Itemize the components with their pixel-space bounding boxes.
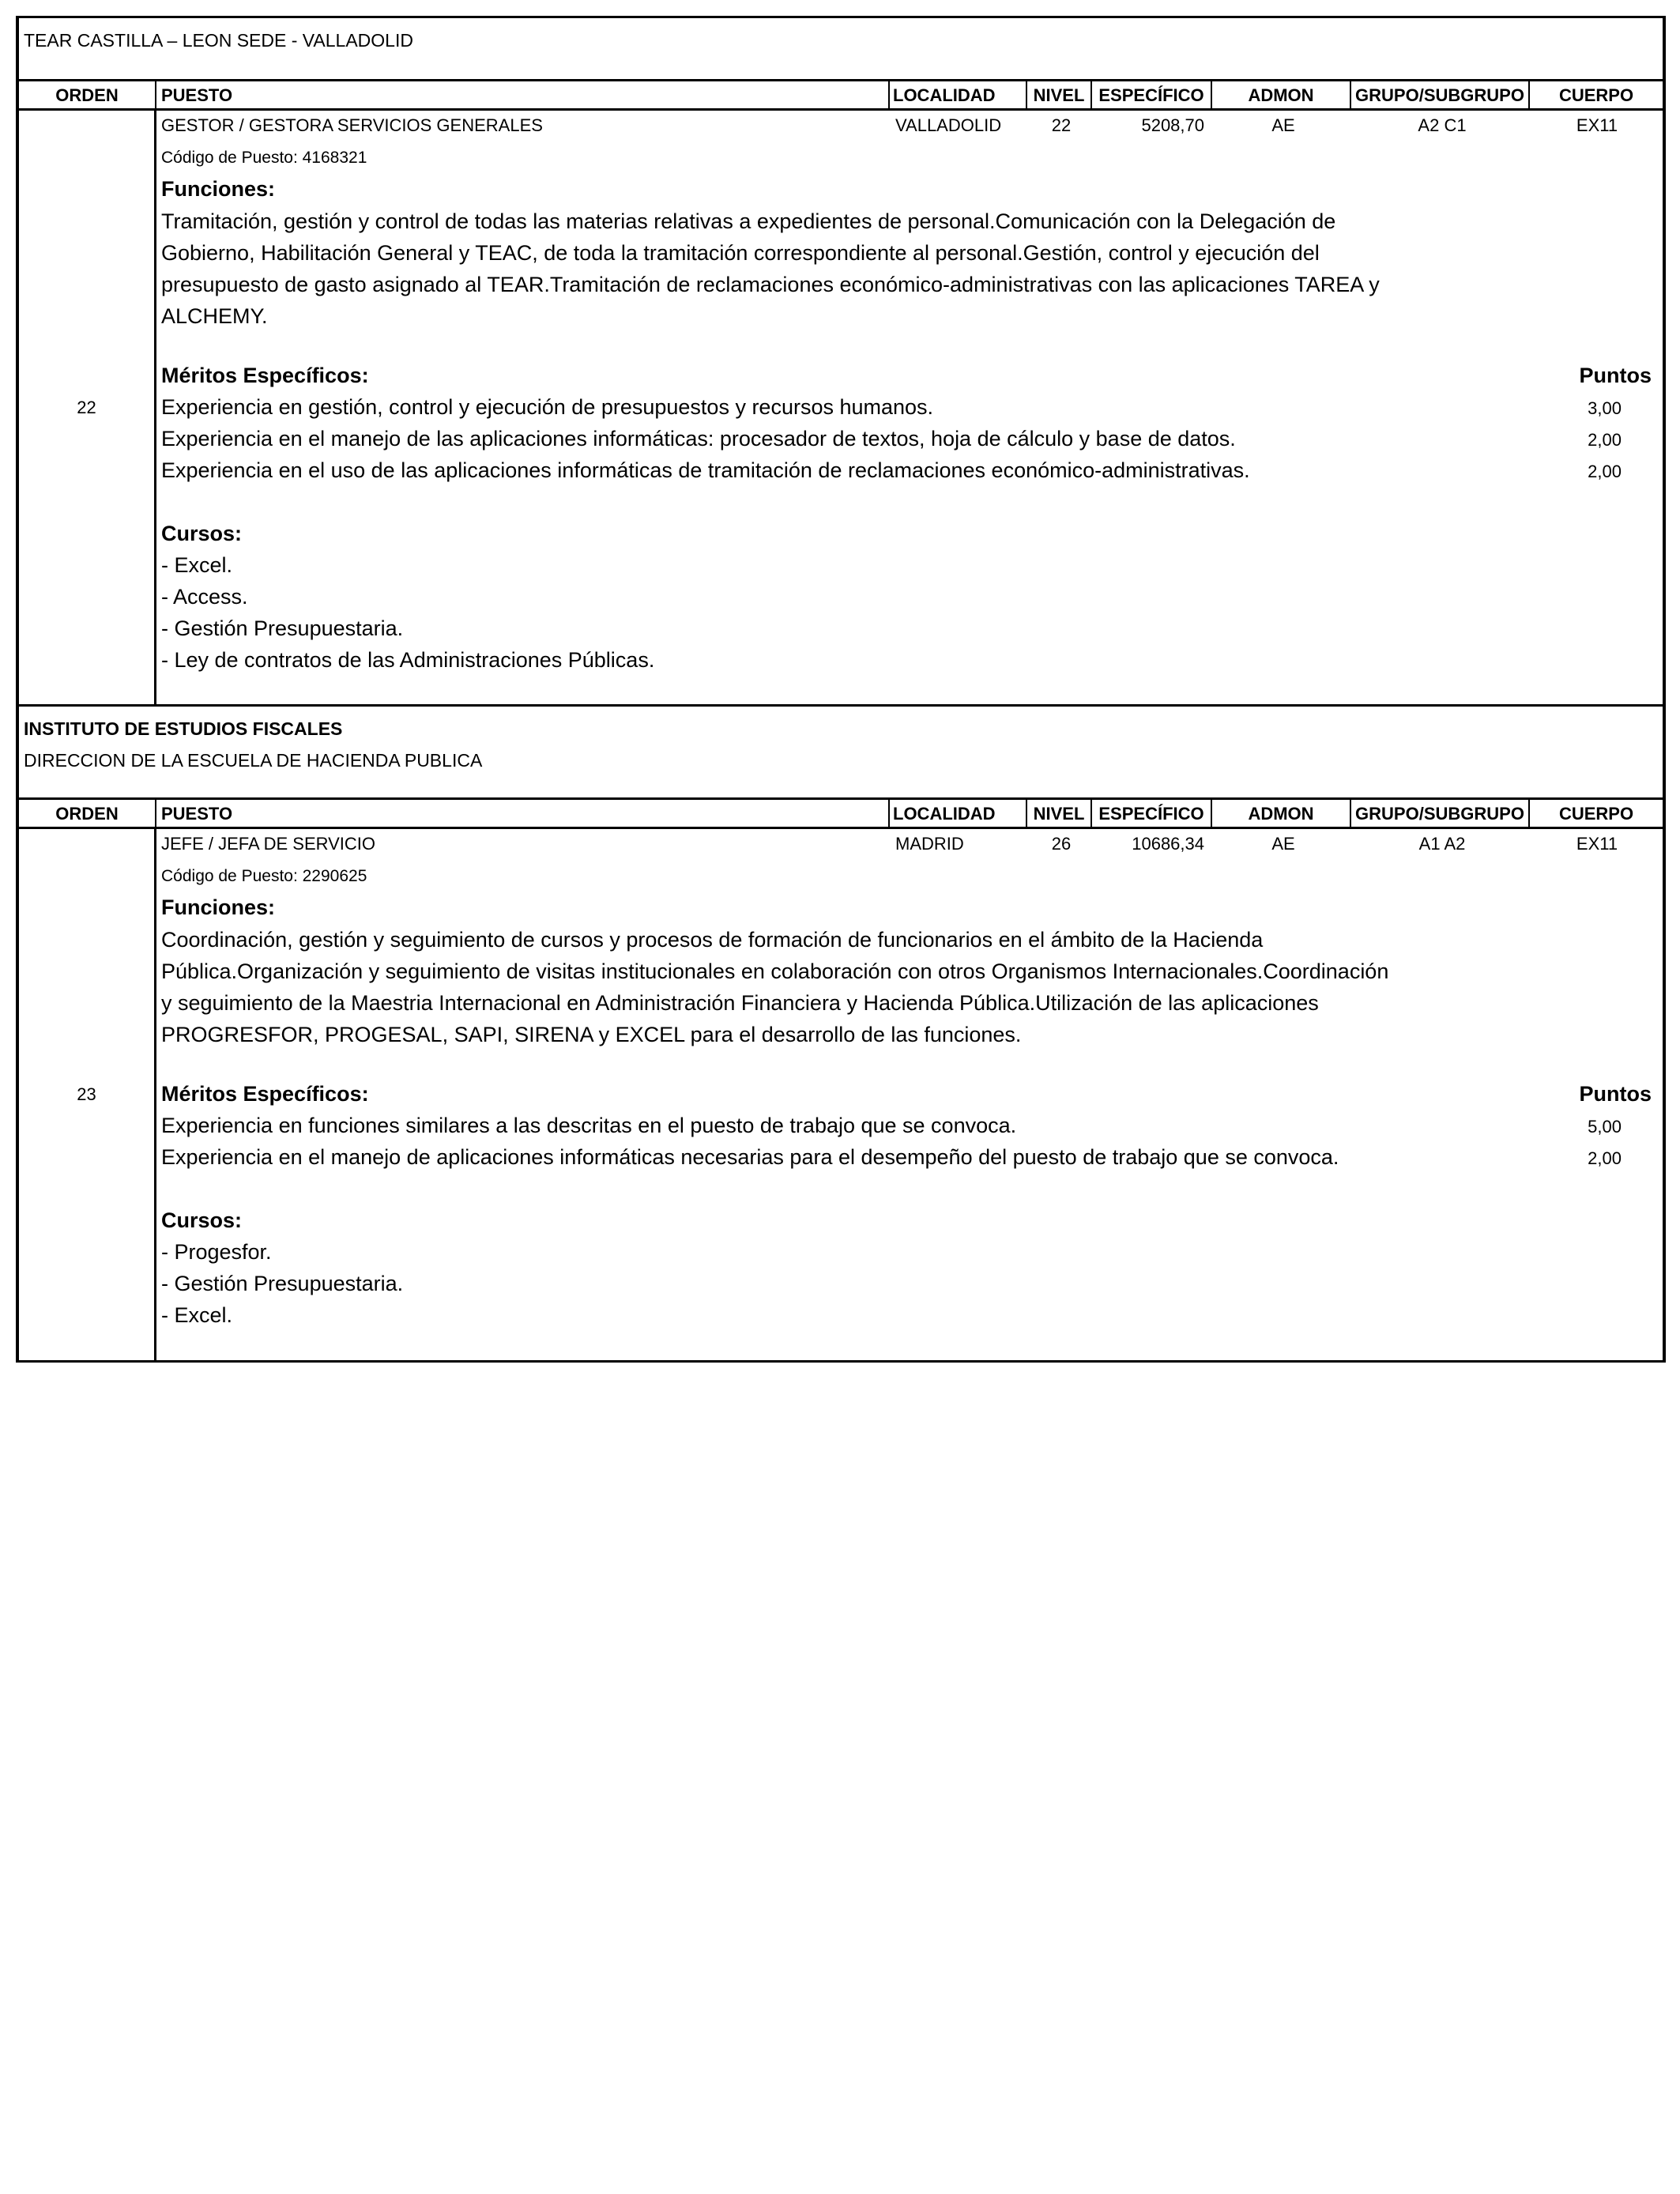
codigo-puesto: Código de Puesto: 2290625 [161, 867, 367, 885]
grupo-value: A2 C1 [1418, 115, 1467, 135]
funciones-line: Gobierno, Habilitación General y TEAC, de toda la tramitación correspondiente al personal.Gestión, control y ejecución del [161, 241, 1320, 265]
col-puesto: PUESTO [156, 800, 890, 827]
section-title: INSTITUTO DE ESTUDIOS FISCALES [24, 718, 343, 739]
col-localidad: LOCALIDAD [890, 800, 1027, 827]
col-cuerpo: CUERPO [1558, 804, 1634, 824]
funciones-line: ALCHEMY. [161, 304, 268, 328]
section-header [19, 704, 1663, 797]
col-cuerpo: CUERPO [1558, 85, 1634, 105]
col-grupo: GRUPO/SUBGRUPO [1351, 800, 1530, 827]
record-content [156, 829, 1663, 1360]
section-tear-valladolid [16, 16, 1666, 707]
funciones-line: y seguimiento de la Maestria Internacional en Administración Financiera y Hacienda Pública.Utilización de las aplicaciones [161, 991, 1319, 1015]
funciones-line: Pública.Organización y seguimiento de visitas institucionales en colaboración con otros Organismos Internacionales.Coordinación [161, 959, 1389, 983]
merito-text: Experiencia en gestión, control y ejecución de presupuestos y recursos humanos. [161, 395, 934, 419]
puntos-title: Puntos [1579, 364, 1652, 387]
merito-points: 2,00 [1588, 1148, 1622, 1168]
document [16, 16, 1666, 1363]
col-especifico: ESPECÍFICO [1092, 800, 1212, 827]
col-especifico: ESPECÍFICO [1092, 81, 1212, 108]
col-nivel: NIVEL [1027, 800, 1092, 827]
meritos-title: Méritos Específicos: [161, 364, 369, 387]
funciones-line: presupuesto de gasto asignado al TEAR.Tramitación de reclamaciones económico-administrativas con las aplicaciones TAREA y [161, 273, 1380, 296]
nivel-value: 26 [1051, 834, 1072, 854]
record-row [19, 829, 1663, 1363]
localidad-value: VALLADOLID [895, 115, 1002, 135]
curso-item: - Gestión Presupuestaria. [161, 616, 404, 640]
puesto-value: JEFE / JEFA DE SERVICIO [161, 834, 376, 854]
merito-text: Experiencia en funciones similares a las descritas en el puesto de trabajo que se convoca. [161, 1114, 1017, 1137]
cuerpo-value: EX11 [1576, 834, 1618, 854]
admon-value: AE [1271, 834, 1295, 854]
curso-item: - Gestión Presupuestaria. [161, 1272, 404, 1295]
funciones-text [161, 205, 1520, 332]
funciones-title: Funciones: [161, 895, 276, 919]
merito-points: 2,00 [1588, 430, 1622, 450]
column-header-row [19, 79, 1663, 111]
merito-text: Experiencia en el manejo de las aplicaciones informáticas: procesador de textos, hoja de cálculo y base de datos. [161, 427, 1236, 450]
record-summary [156, 115, 1663, 139]
funciones-text [161, 924, 1520, 1050]
localidad-value: MADRID [895, 834, 964, 854]
cursos-title: Cursos: [161, 522, 243, 545]
especifico-value: 10686,34 [1132, 834, 1204, 854]
funciones-line: Coordinación, gestión y seguimiento de cursos y procesos de formación de funcionarios en el ámbito de la Hacienda [161, 928, 1264, 952]
section-title: TEAR CASTILLA – LEON SEDE - VALLADOLID [24, 30, 413, 51]
grupo-value: A1 A2 [1418, 834, 1466, 854]
merito-text: Experiencia en el uso de las aplicaciones informáticas de tramitación de reclamaciones económico-administrativas. [161, 458, 1250, 482]
record-summary [156, 834, 1663, 858]
cursos-title: Cursos: [161, 1208, 243, 1232]
record-content [156, 111, 1663, 704]
record-row [19, 111, 1663, 707]
merito-text: Experiencia en el manejo de aplicaciones informáticas necesarias para el desempeño del puesto de trabajo que se convoca. [161, 1145, 1339, 1169]
especifico-value: 5208,70 [1141, 115, 1204, 135]
codigo-puesto: Código de Puesto: 4168321 [161, 149, 367, 167]
col-admon: ADMON [1212, 81, 1351, 108]
section-header [19, 16, 1663, 79]
section-instituto-estudios-fiscales [16, 704, 1666, 1363]
merito-points: 5,00 [1588, 1117, 1622, 1137]
orden-value: 23 [19, 829, 156, 1360]
nivel-value: 22 [1051, 115, 1072, 135]
funciones-line: Tramitación, gestión y control de todas las materias relativas a expedientes de personal.Comunicación con la Delegación de [161, 209, 1336, 233]
col-admon: ADMON [1212, 800, 1351, 827]
col-puesto: PUESTO [156, 81, 890, 108]
curso-item: - Excel. [161, 553, 233, 577]
curso-item: - Ley de contratos de las Administraciones Públicas. [161, 648, 655, 672]
column-header-row [19, 797, 1663, 829]
curso-item: - Excel. [161, 1303, 233, 1327]
col-localidad: LOCALIDAD [890, 81, 1027, 108]
meritos-title: Méritos Específicos: [161, 1082, 369, 1106]
puesto-value: GESTOR / GESTORA SERVICIOS GENERALES [161, 115, 543, 135]
curso-item: - Progesfor. [161, 1240, 272, 1264]
orden-value: 22 [19, 111, 156, 704]
merito-points: 2,00 [1588, 462, 1622, 481]
funciones-line: PROGRESFOR, PROGESAL, SAPI, SIRENA y EXCEL para el desarrollo de las funciones. [161, 1023, 1022, 1046]
col-orden: ORDEN [19, 81, 156, 108]
section-subtitle: DIRECCION DE LA ESCUELA DE HACIENDA PUBLICA [24, 750, 483, 771]
col-nivel: NIVEL [1027, 81, 1092, 108]
merito-points: 3,00 [1588, 398, 1622, 418]
funciones-title: Funciones: [161, 177, 276, 201]
admon-value: AE [1271, 115, 1295, 135]
cuerpo-value: EX11 [1576, 115, 1618, 135]
col-grupo: GRUPO/SUBGRUPO [1351, 81, 1530, 108]
puntos-title: Puntos [1579, 1082, 1652, 1106]
col-orden: ORDEN [19, 800, 156, 827]
curso-item: - Access. [161, 585, 248, 609]
